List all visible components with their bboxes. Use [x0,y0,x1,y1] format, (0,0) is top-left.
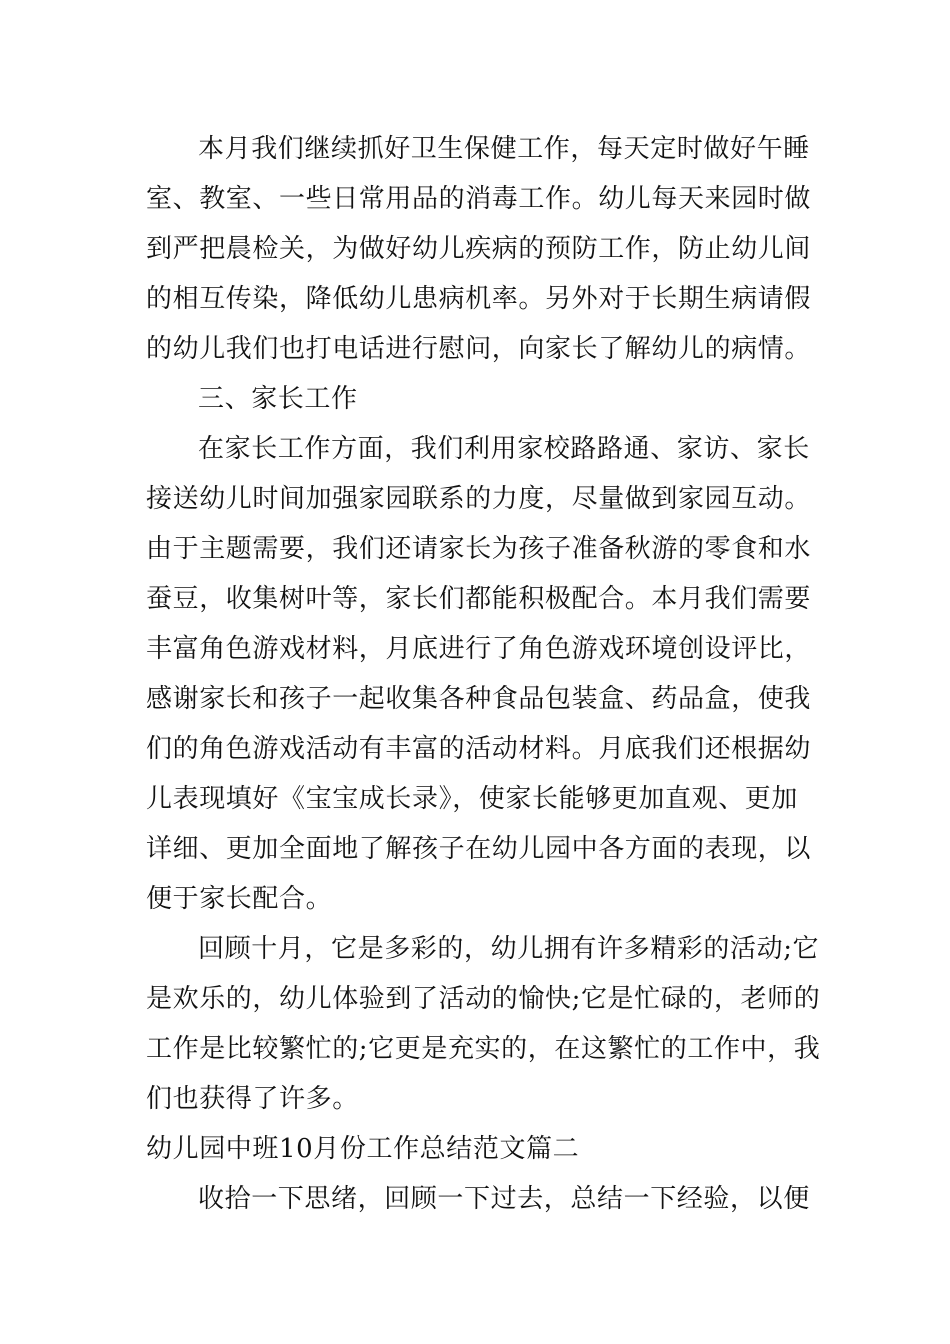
paragraph-line: 们的角色游戏活动有丰富的活动材料。月底我们还根据幼 [146,734,812,764]
paragraph-line: 便于家长配合。 [146,884,333,914]
paragraph-line: 儿表现填好《宝宝成长录》，使家长能够更加直观、更加 [146,784,799,814]
paragraph-line: 到严把晨检关，为做好幼儿疾病的预防工作，防止幼儿间 [146,234,812,264]
paragraph-line: 详细、更加全面地了解孩子在幼儿园中各方面的表现，以 [146,834,812,864]
paragraph-line: 接送幼儿时间加强家园联系的力度，尽量做到家园互动。 [146,484,812,514]
paragraph-line: 丰富角色游戏材料，月底进行了角色游戏环境创设评比， [146,634,812,664]
paragraph-line: 的幼儿我们也打电话进行慰问，向家长了解幼儿的病情。 [146,334,812,364]
paragraph-line: 蚕豆，收集树叶等，家长们都能积极配合。本月我们需要 [146,584,812,614]
paragraph-line: 在家长工作方面，我们利用家校路路通、家访、家长 [198,434,810,464]
paragraph-line: 的相互传染，降低幼儿患病机率。另外对于长期生病请假 [146,284,812,314]
paragraph-line: 本月我们继续抓好卫生保健工作，每天定时做好午睡 [198,134,810,164]
section-heading: 三、家长工作 [198,384,358,414]
paragraph-line: 由于主题需要，我们还请家长为孩子准备秋游的零食和水 [146,534,812,564]
paragraph-line: 们也获得了许多。 [146,1084,359,1114]
paragraph-line: 室、教室、一些日常用品的消毒工作。幼儿每天来园时做 [146,184,812,214]
paragraph-line: 收拾一下思绪，回顾一下过去，总结一下经验，以便 [198,1184,810,1214]
paragraph-line: 是欢乐的，幼儿体验到了活动的愉快;它是忙碌的，老师的 [146,984,821,1014]
paragraph-line: 工作是比较繁忙的;它更是充实的，在这繁忙的工作中，我 [146,1034,821,1064]
article-title: 幼儿园中班10月份工作总结范文篇二 [146,1134,580,1164]
paragraph-line: 回顾十月，它是多彩的，幼儿拥有许多精彩的活动;它 [198,934,820,964]
paragraph-line: 感谢家长和孩子一起收集各种食品包装盒、药品盒，使我 [146,684,812,714]
